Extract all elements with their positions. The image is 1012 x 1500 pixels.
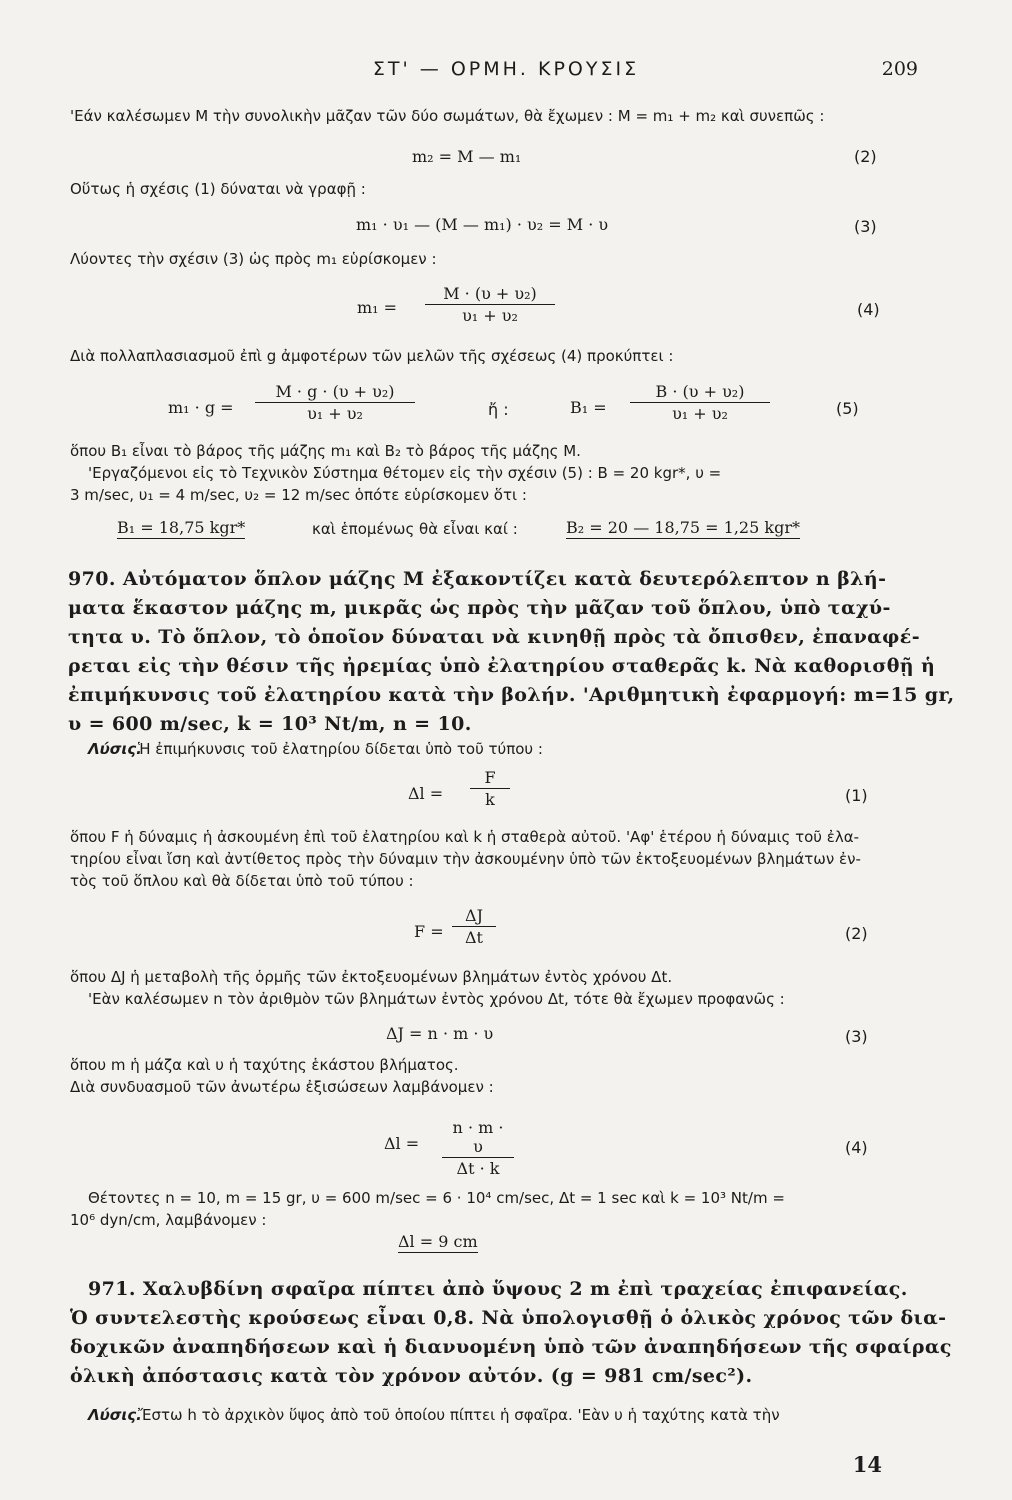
sol970-eq2-lhs: F = (414, 922, 444, 941)
equation-5-or: ἤ : (488, 400, 509, 419)
paragraph-total-mass: 'Εάν καλέσωμεν Μ τὴν συνολικὴν μᾶζαν τῶν δύο σωμάτων, θὰ ἔχωμεν : Μ = m₁ + m₂ καὶ συνεπῶς : (70, 107, 825, 125)
problem-970-line-1: 970. Αὐτόματον ὅπλον μάζης Μ ἐξακοντίζει κατὰ δευτερόλεπτον n βλή- (68, 568, 887, 590)
equation-5b-lhs: B₁ = (570, 398, 607, 417)
problem-971-line-1: 971. Χαλυβδίνη σφαῖρα πίπτει ἀπὸ ὕψους 2 m ἐπὶ τραχείας ἐπιφανείας. (88, 1278, 908, 1300)
solution-970-para-1: ὅπου F ἡ δύναμις ἡ ἀσκουμένη ἐπὶ τοῦ ἐλατηρίου καὶ k ἡ σταθερὰ αὐτοῦ. 'Αφ' ἑτέρου ἡ δύναμις τοῦ ἐλα- (70, 828, 860, 846)
equation-5-lhs: m₁ · g = (168, 398, 234, 417)
sol970-eq4-label: (4) (845, 1138, 868, 1157)
equation-4-label: (4) (857, 300, 880, 319)
problem-971-line-4: ὁλικὴ ἀπόστασις κατὰ τὸν χρόνον αὐτόν. (g = 981 cm/sec²). (70, 1365, 753, 1387)
problem-970-line-3: τητα υ. Τὸ ὅπλον, τὸ ὁποῖον δύναται νὰ κινηθῇ πρὸς τὰ ὄπισθεν, ἐπαναφέ- (68, 626, 921, 648)
solution-970-para-4: ὅπου ΔJ ἡ μεταβολὴ τῆς ὁρμῆς τῶν ἐκτοξευομένων βλημάτων ἐντὸς χρόνου Δt. (70, 968, 673, 986)
sol970-eq1-lhs: Δl = (408, 784, 444, 803)
solution-971-intro: Ἔστω h τὸ ἀρχικὸν ὕψος ἀπὸ τοῦ ὁποίου πίπτει ἡ σφαῖρα. 'Εὰν υ ἡ ταχύτης κατὰ τὴν (138, 1406, 780, 1424)
problem-970-line-6: υ = 600 m/sec, k = 10³ Nt/m, n = 10. (68, 713, 472, 735)
solution-971-label: Λύσις. (88, 1406, 142, 1424)
paragraph-relation: Οὕτως ἡ σχέσις (1) δύναται νὰ γραφῇ : (70, 180, 366, 198)
sol970-eq4-numerator: n · m · υ (442, 1118, 514, 1158)
solution-970-label: Λύσις. (88, 740, 142, 758)
sol970-eq4-fraction (442, 1118, 514, 1178)
problem-971-line-3: δοχικῶν ἀναπηδήσεων καὶ ἡ διανυομένη ὑπὸ τῶν ἀναπηδήσεων τῆς σφαίρας (70, 1336, 952, 1358)
solution-970-result: Δl = 9 cm (398, 1232, 478, 1251)
equation-4-numerator: M · (υ + υ₂) (425, 284, 555, 305)
sol970-eq1-denominator: k (485, 790, 495, 809)
paragraph-solving: Λύοντες τὴν σχέσιν (3) ὡς πρὸς m₁ εὑρίσκομεν : (70, 250, 437, 268)
solution-970-para-6: ὅπου m ἡ μάζα καὶ υ ἡ ταχύτης ἑκάστου βλήματος. (70, 1056, 459, 1074)
result-connector: καὶ ἑπομένως θὰ εἶναι καί : (312, 520, 518, 538)
sol970-eq2-label: (2) (845, 924, 868, 943)
equation-5b-numerator: B · (υ + υ₂) (630, 382, 770, 403)
equation-4-lhs: m₁ = (357, 298, 398, 317)
solution-970-intro: Ἡ ἐπιμήκυνσις τοῦ ἐλατηρίου δίδεται ὑπὸ τοῦ τύπου : (138, 740, 543, 758)
solution-970-values-2: 10⁶ dyn/cm, λαμβάνομεν : (70, 1211, 267, 1229)
sol970-eq4-lhs: Δl = (384, 1134, 420, 1153)
solution-970-values-1: Θέτοντες n = 10, m = 15 gr, υ = 600 m/sec = 6 · 10⁴ cm/sec, Δt = 1 sec καὶ k = 10³ Nt/m = (88, 1189, 785, 1207)
solution-970-para-2: τηρίου εἶναι ἴση καὶ ἀντίθετος πρὸς τὴν δύναμιν τὴν ἀσκουμένην ὑπὸ τῶν ἐκτοξευομένων βλημάτων ἐν- (70, 850, 861, 868)
equation-4-denominator: υ₁ + υ₂ (462, 306, 518, 325)
sol970-eq3-label: (3) (845, 1027, 868, 1046)
solution-970-para-7: Διὰ συνδυασμοῦ τῶν ἀνωτέρω ἐξισώσεων λαμβάνομεν : (70, 1078, 494, 1096)
equation-4-fraction (425, 284, 555, 325)
result-b2: B₂ = 20 — 18,75 = 1,25 kgr* (566, 518, 800, 537)
equation-2: m₂ = M — m₁ (412, 147, 522, 166)
equation-2-label: (2) (854, 147, 877, 166)
solution-970-para-3: τὸς τοῦ ὅπλου καὶ θὰ δίδεται ὑπὸ τοῦ τύπου : (70, 872, 414, 890)
problem-971-line-2: Ὁ συντελεστὴς κρούσεως εἶναι 0,8. Νὰ ὑπολογισθῇ ὁ ὁλικὸς χρόνος τῶν δια- (70, 1307, 947, 1329)
paragraph-values: 3 m/sec, υ₁ = 4 m/sec, υ₂ = 12 m/sec ὁπότε εὑρίσκομεν ὅτι : (70, 486, 527, 504)
equation-5b-denominator: υ₁ + υ₂ (672, 404, 728, 423)
sol970-eq1-fraction (470, 768, 510, 809)
equation-5-numerator: M · g · (υ + υ₂) (255, 382, 415, 403)
equation-3-label: (3) (854, 217, 877, 236)
running-header: ΣΤ' — ΟΡΜΗ. ΚΡΟΥΣΙΣ (372, 58, 640, 80)
signature-mark: 14 (852, 1452, 882, 1477)
paragraph-weights: ὅπου B₁ εἶναι τὸ βάρος τῆς μάζης m₁ καὶ B₂ τὸ βάρος τῆς μάζης M. (70, 442, 581, 460)
problem-970-line-5: ἐπιμήκυνσις τοῦ ἐλατηρίου κατὰ τὴν βολήν. 'Αριθμητικὴ ἐφαρμογή: m=15 gr, (68, 684, 955, 706)
solution-970-para-5: 'Εὰν καλέσωμεν n τὸν ἀριθμὸν τῶν βλημάτων ἐντὸς χρόνου Δt, τότε θὰ ἔχωμεν προφανῶς : (88, 990, 785, 1008)
sol970-eq2-numerator: ΔJ (452, 906, 496, 927)
equation-5b-fraction (630, 382, 770, 423)
equation-3: m₁ · υ₁ — (M — m₁) · υ₂ = M · υ (356, 215, 609, 234)
paragraph-multiply-g: Διὰ πολλαπλασιασμοῦ ἐπὶ g ἀμφοτέρων τῶν μελῶν τῆς σχέσεως (4) προκύπτει : (70, 347, 674, 365)
equation-5-label: (5) (836, 399, 859, 418)
sol970-eq3: ΔJ = n · m · υ (386, 1024, 494, 1043)
result-b1: B₁ = 18,75 kgr* (117, 518, 246, 537)
sol970-eq2-denominator: Δt (465, 928, 483, 947)
equation-5-fraction (255, 382, 415, 423)
problem-970-line-4: ρεται εἰς τὴν θέσιν τῆς ἠρεμίας ὑπὸ ἐλατηρίου σταθερᾶς k. Νὰ καθορισθῇ ἡ (68, 655, 936, 677)
sol970-eq4-denominator: Δt · k (456, 1159, 500, 1178)
equation-5-denominator: υ₁ + υ₂ (307, 404, 363, 423)
sol970-eq1-numerator: F (470, 768, 510, 789)
problem-970-line-2: ματα ἕκαστον μάζης m, μικρᾶς ὡς πρὸς τὴν μᾶζαν τοῦ ὅπλου, ὑπὸ ταχύ- (68, 597, 891, 619)
paragraph-technical-system: 'Εργαζόμενοι εἰς τὸ Τεχνικὸν Σύστημα θέτομεν εἰς τὴν σχέσιν (5) : B = 20 kgr*, υ = (88, 464, 722, 482)
page-number: 209 (881, 58, 918, 80)
sol970-eq1-label: (1) (845, 786, 868, 805)
sol970-eq2-fraction (452, 906, 496, 947)
